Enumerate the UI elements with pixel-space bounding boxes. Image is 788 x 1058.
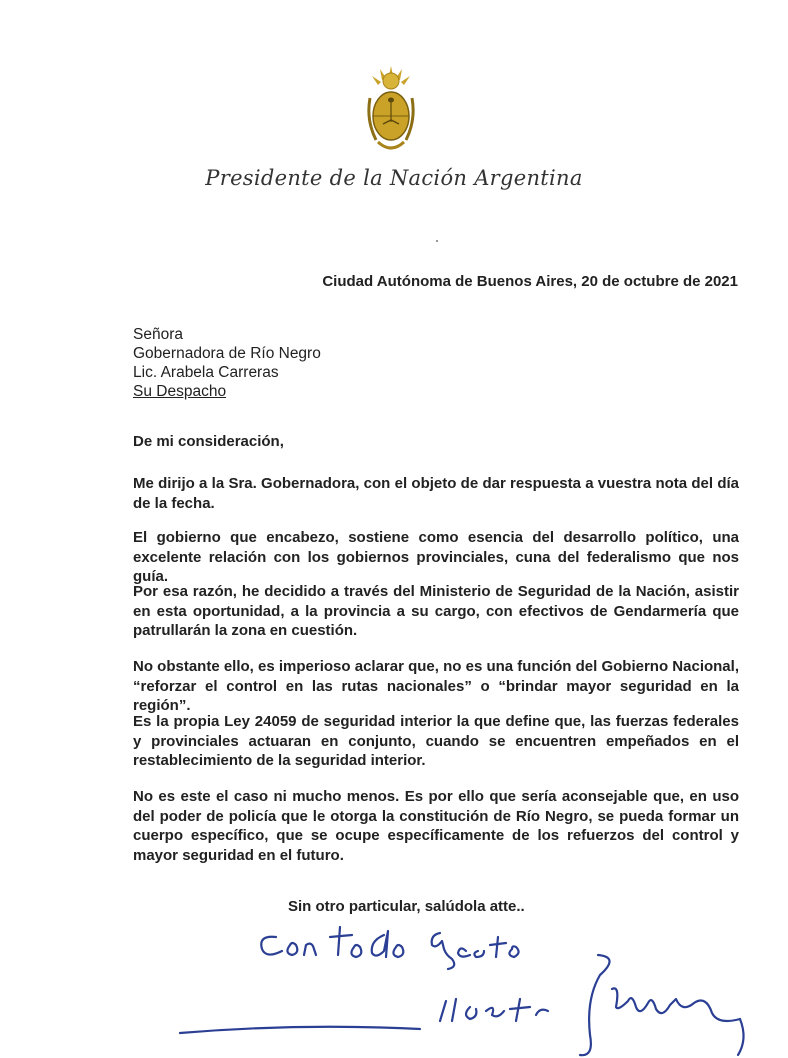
addressee-title: Gobernadora de Río Negro — [133, 345, 321, 362]
paragraph: No es este el caso ni mucho menos. Es por ello que sería aconsejable que, en uso del poder de policía que le otorga la constitución de Río Negro, se pueda formar un cuerpo específico, que se ocupe específicamente de los refuerzos del control y mayor seguridad en el futuro. — [133, 788, 739, 864]
addressee-name: Lic. Arabela Carreras — [133, 364, 279, 381]
greeting: De mi consideración, — [133, 433, 284, 450]
coat-of-arms-icon — [362, 64, 420, 156]
addressee-salutation: Señora — [133, 326, 183, 343]
handwritten-signature — [0, 915, 788, 1058]
letterhead-title: Presidente de la Nación Argentina — [205, 166, 583, 190]
addressee-office: Su Despacho — [133, 383, 227, 400]
paragraph: Por esa razón, he decidido a través del Ministerio de Seguridad de la Nación, asistir en esta oportunidad, a la provincia a su cargo, con efectivos de Gendarmería que patrullarán la zona en cuestión. — [133, 583, 739, 639]
addressee-block — [133, 325, 321, 401]
paragraph: El gobierno que encabezo, sostiene como esencia del desarrollo político, una excelente relación con los gobiernos provinciales, cuna del federalismo que nos guía. — [133, 529, 739, 585]
paragraph: No obstante ello, es imperioso aclarar que, no es una función del Gobierno Nacional, “reforzar el control en las rutas nacionales” o “brindar mayor seguridad en la región”. — [133, 658, 739, 714]
paragraph: Me dirijo a la Sra. Gobernadora, con el objeto de dar respuesta a vuestra nota del día de la fecha. — [133, 475, 739, 512]
date-line: Ciudad Autónoma de Buenos Aires, 20 de octubre de 2021 — [322, 273, 738, 290]
paragraph: Es la propia Ley 24059 de seguridad interior la que define que, las fuerzas federales y provinciales actuaran en conjunto, cuando se encuentren empeñados en el restablecimiento de la seguridad interior. — [133, 713, 739, 769]
margin-mark — [436, 240, 438, 242]
closing-line: Sin otro particular, salúdola atte.. — [288, 898, 525, 915]
